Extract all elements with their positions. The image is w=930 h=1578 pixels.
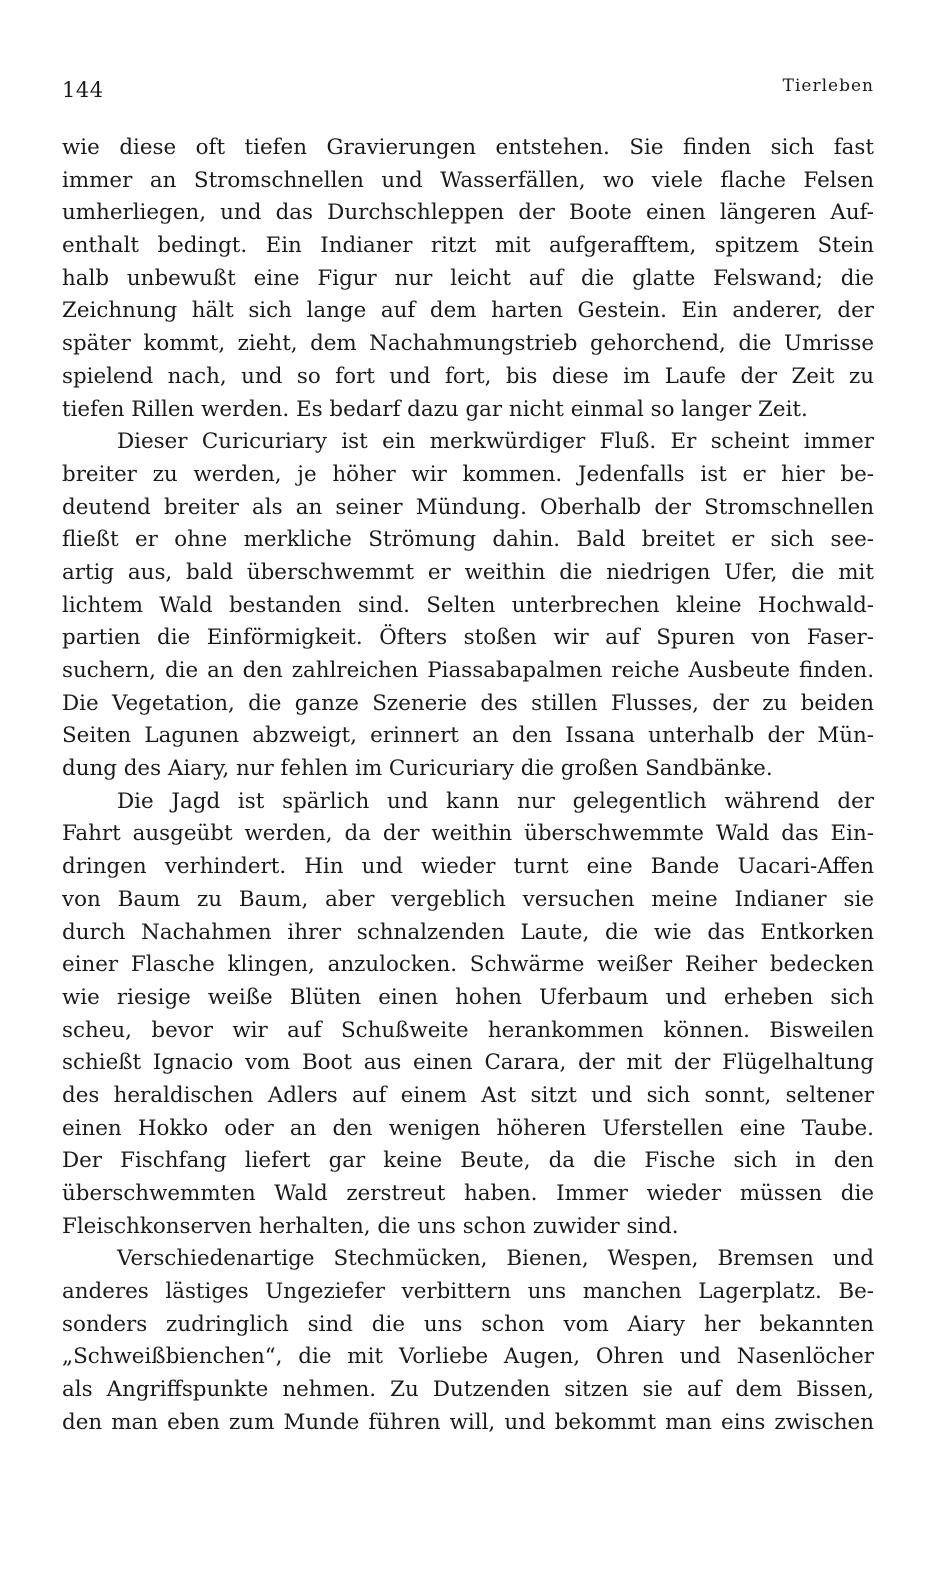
text-line: Zeichnung hält sich lange auf dem harten Gestein. Ein anderer, der	[62, 298, 874, 324]
text-line: umherliegen, und das Durchschleppen der Boote einen längeren Auf-	[62, 200, 874, 226]
text-line: partien die Einförmigkeit. Öfters stoßen wir auf Spuren von Faser-	[62, 625, 874, 651]
text-line: später kommt, zieht, dem Nachahmungstrieb gehorchend, die Umrisse	[62, 331, 874, 357]
text-line: spielend nach, und so fort und fort, bis diese im Laufe der Zeit zu	[62, 363, 874, 389]
text-line: Verschiedenartige Stechmücken, Bienen, Wespen, Bremsen und	[117, 1246, 874, 1272]
text-line: einen Hokko oder an den wenigen höheren Uferstellen eine Taube.	[62, 1115, 874, 1141]
text-line: halb unbewußt eine Figur nur leicht auf die glatte Felswand; die	[62, 265, 874, 291]
text-line: Dieser Curicuriary ist ein merkwürdiger Fluß. Er scheint immer	[117, 429, 874, 455]
running-head: Tierleben	[782, 76, 874, 96]
text-line: artig aus, bald überschwemmt er weithin die niedrigen Ufer, die mit	[62, 559, 874, 585]
text-line: anderes lästiges Ungeziefer verbittern uns manchen Lagerplatz. Be-	[62, 1279, 874, 1305]
paragraph	[62, 426, 874, 786]
page-header	[62, 70, 874, 106]
text-line: Fahrt ausgeübt werden, da der weithin überschwemmte Wald das Ein-	[62, 821, 874, 847]
text-line: enthalt bedingt. Ein Indianer ritzt mit aufgerafftem, spitzem Stein	[62, 233, 874, 259]
text-line: als Angriffspunkte nehmen. Zu Dutzenden sitzen sie auf dem Bissen,	[62, 1377, 874, 1403]
text-line: dringen verhindert. Hin und wieder turnt eine Bande Uacari-Affen	[62, 854, 874, 880]
text-line: Der Fischfang liefert gar keine Beute, da die Fische sich in den	[62, 1148, 874, 1174]
text-line: deutend breiter als an seiner Mündung. Oberhalb der Stromschnellen	[62, 494, 874, 520]
text-line: suchern, die an den zahlreichen Piassabapalmen reiche Ausbeute finden.	[62, 658, 874, 683]
text-line: breiter zu werden, je höher wir kommen. Jedenfalls ist er hier be-	[62, 461, 874, 487]
text-line: sonders zudringlich sind die uns schon vom Aiary her bekannten	[62, 1311, 874, 1337]
book-page	[62, 70, 874, 1440]
text-line: Die Vegetation, die ganze Szenerie des stillen Flusses, der zu beiden	[62, 690, 874, 716]
text-line: wie riesige weiße Blüten einen hohen Uferbaum und erheben sich	[62, 984, 874, 1010]
text-line: schießt Ignacio vom Boot aus einen Carara, der mit der Flügelhaltung	[62, 1050, 874, 1076]
text-line: überschwemmten Wald zerstreut haben. Immer wieder müssen die	[62, 1181, 874, 1206]
text-line: des heraldischen Adlers auf einem Ast sitzt und sich sonnt, seltener	[62, 1082, 874, 1108]
page-number: 144	[62, 78, 104, 102]
text-line: wie diese oft tiefen Gravierungen entstehen. Sie finden sich fast	[62, 135, 874, 160]
text-line: immer an Stromschnellen und Wasserfällen, wo viele flache Felsen	[62, 167, 874, 193]
text-line: einer Flasche klingen, anzulocken. Schwärme weißer Reiher bedecken	[62, 952, 874, 978]
paragraph	[62, 132, 874, 426]
text-line: den man eben zum Munde führen will, und bekommt man eins zwischen	[62, 1409, 874, 1435]
text-line: „Schweißbienchen“, die mit Vorliebe Augen, Ohren und Nasenlöcher	[62, 1344, 874, 1370]
text-line: Fleischkonserven herhalten, die uns schon zuwider sind.	[62, 1213, 679, 1239]
text-line: dung des Aiary, nur fehlen im Curicuriary die großen Sandbänke.	[62, 756, 773, 782]
text-line: Seiten Lagunen abzweigt, erinnert an den Issana unterhalb der Mün-	[62, 723, 874, 749]
text-line: Die Jagd ist spärlich und kann nur gelegentlich während der	[117, 788, 874, 814]
paragraph	[62, 1243, 874, 1439]
text-line: tiefen Rillen werden. Es bedarf dazu gar nicht einmal so langer Zeit.	[62, 396, 808, 422]
body-text	[62, 132, 874, 1440]
paragraph	[62, 786, 874, 1244]
text-line: fließt er ohne merkliche Strömung dahin. Bald breitet er sich see-	[62, 527, 874, 553]
text-line: von Baum zu Baum, aber vergeblich versuchen meine Indianer sie	[62, 886, 874, 912]
text-line: lichtem Wald bestanden sind. Selten unterbrechen kleine Hochwald-	[62, 592, 874, 618]
text-line: durch Nachahmen ihrer schnalzenden Laute, die wie das Entkorken	[62, 919, 874, 945]
text-line: scheu, bevor wir auf Schußweite herankommen können. Bisweilen	[62, 1017, 874, 1043]
